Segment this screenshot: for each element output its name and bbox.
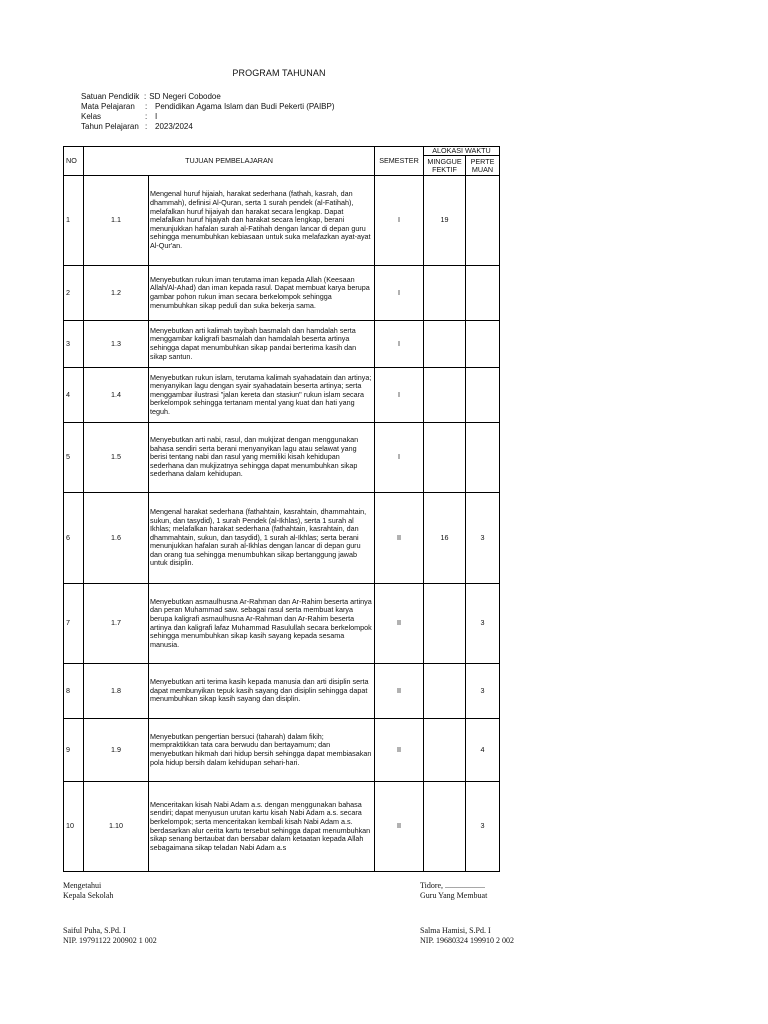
cell-code: 1.5	[84, 423, 149, 493]
cell-minggu	[424, 782, 466, 872]
cell-pertemuan	[466, 321, 500, 368]
cell-tujuan: Menyebutkan arti nabi, rasul, dan mukjizat dengan menggunakan bahasa sendiri serta berani menyanyikan lagu atau selawat yang berisi tentang nabi dan rasul yang memiliki kisah kehidupan sederhana dan mukjizatnya sehingga dapat menumbuhkan sikap sederhana dalam kehidupan.	[149, 423, 375, 493]
sig-right-line1: Tidore, ....................	[420, 881, 486, 890]
cell-pertemuan: 3	[466, 584, 500, 664]
cell-semester: II	[375, 664, 424, 719]
cell-minggu	[424, 321, 466, 368]
cell-no: 9	[64, 719, 84, 782]
meta-row-mapel	[81, 102, 335, 112]
sig-left-name: Saiful Puha, S.Pd. I	[63, 926, 126, 935]
cell-tujuan: Menyebutkan arti kalimah tayibah basmalah dan hamdalah serta menggambar kaligrafi basmalah dan hamdalah beserta artinya sehingga dapat menumbuhkan sikap pandai berterima kasih dan sikap santun.	[149, 321, 375, 368]
meta-label: Satuan Pendidik	[81, 92, 140, 101]
meta-label: Tahun Pelajaran	[81, 122, 139, 131]
meta-sep: :	[144, 92, 147, 101]
signature-left-name	[63, 926, 157, 946]
meta-sep: :	[145, 102, 148, 111]
document-title: PROGRAM TAHUNAN	[232, 68, 326, 78]
cell-no: 8	[64, 664, 84, 719]
cell-semester: I	[375, 423, 424, 493]
cell-no: 1	[64, 176, 84, 266]
cell-minggu: 16	[424, 493, 466, 584]
cell-tujuan: Mengenal harakat sederhana (fathahtain, kasrahtain, dhammahtain, sukun, dan tasydid), 1 surah Pendek (al-Ikhlas), serta 1 surah al Ikhlas; melafalkan harakat sederhana (fathahtain, kasrahtain, dan dhammahtain, sukun, dan tasydid), 1 surah al-Ikhlas; serta berani menunjukkan hafalan surah al-Ikhlas dengan lancar di depan guru dan orang tua sehingga menumbuhkan sikap bertanggung jawab untuk disiplin.	[149, 493, 375, 584]
table-row	[64, 664, 500, 719]
cell-tujuan: Menceritakan kisah Nabi Adam a.s. dengan menggunakan bahasa sendiri; dapat menyusun urutan kartu kisah Nabi Adam a.s. secara berkelompok; serta menceritakan kembali kisah Nabi Adam a.s. berdasarkan alur cerita kartu tersebut sehingga dapat menumbuhkan sikap senang bertaubat dan bersabar dalam ketaatan kepada Allah sebagaimana sikap teladan Nabi Adam a.s	[149, 782, 375, 872]
meta-sep: :	[145, 122, 148, 131]
meta-row-tahun	[81, 122, 335, 132]
table-row	[64, 176, 500, 266]
cell-pertemuan	[466, 423, 500, 493]
meta-value: 2023/2024	[155, 122, 193, 131]
cell-no: 10	[64, 782, 84, 872]
cell-pertemuan	[466, 266, 500, 321]
meta-row-satuan	[81, 92, 335, 102]
cell-pertemuan	[466, 176, 500, 266]
cell-semester: II	[375, 719, 424, 782]
header-tujuan: TUJUAN PEMBELAJARAN	[84, 147, 375, 176]
cell-semester: II	[375, 584, 424, 664]
header-minggu-efektif: MINGGUE FEKTIF	[424, 156, 466, 176]
cell-semester: I	[375, 321, 424, 368]
cell-pertemuan: 3	[466, 493, 500, 584]
program-table	[63, 146, 500, 872]
cell-code: 1.9	[84, 719, 149, 782]
cell-no: 7	[64, 584, 84, 664]
meta-label: Mata Pelajaran	[81, 102, 135, 111]
sig-right-name: Salma Hamisi, S.Pd. I	[420, 926, 491, 935]
cell-minggu	[424, 368, 466, 423]
cell-pertemuan: 3	[466, 664, 500, 719]
cell-code: 1.1	[84, 176, 149, 266]
signature-left-header	[63, 881, 113, 901]
cell-code: 1.10	[84, 782, 149, 872]
cell-semester: II	[375, 782, 424, 872]
meta-value: SD Negeri Cobodoe	[149, 92, 221, 101]
signature-right-name	[420, 926, 514, 946]
cell-tujuan: Menyebutkan arti terima kasih kepada manusia dan arti disiplin serta dapat membunyikan tepuk kasih sayang dan disiplin sehingga dapat menumbuhkan sikap kasih sayang dan disiplin.	[149, 664, 375, 719]
cell-code: 1.4	[84, 368, 149, 423]
cell-no: 3	[64, 321, 84, 368]
meta-value: Pendidikan Agama Islam dan Budi Pekerti (PAIBP)	[155, 102, 335, 111]
header-no: NO	[64, 147, 84, 176]
table-row	[64, 493, 500, 584]
sig-right-line2: Guru Yang Membuat	[420, 891, 488, 900]
cell-semester: I	[375, 368, 424, 423]
header-pertemuan: PERTE MUAN	[466, 156, 500, 176]
table-row	[64, 321, 500, 368]
table-row	[64, 584, 500, 664]
cell-tujuan: Menyebutkan rukun iman terutama iman kepada Allah (Keesaan Allah/Al-Ahad) dan iman kepada rasul. Dapat membuat karya berupa gambar pohon rukun iman secara berkelompok sehingga menumbuhkan sikap peduli dan suka bekerja sama.	[149, 266, 375, 321]
cell-semester: I	[375, 176, 424, 266]
cell-code: 1.8	[84, 664, 149, 719]
cell-no: 4	[64, 368, 84, 423]
meta-value: I	[155, 112, 158, 121]
cell-tujuan: Menyebutkan rukun islam, terutama kalimah syahadatain dan artinya; menyanyikan lagu dengan syair syahadatain beserta artinya; serta menggambar ilustrasi "jalan kereta dan stasiun" rukun islam secara berkelompok sehingga tertanam mental yang kuat dan hati yang teguh.	[149, 368, 375, 423]
header-alokasi: ALOKASI WAKTU	[424, 147, 500, 156]
cell-no: 2	[64, 266, 84, 321]
cell-pertemuan: 4	[466, 719, 500, 782]
table-row	[64, 782, 500, 872]
cell-no: 6	[64, 493, 84, 584]
cell-pertemuan	[466, 368, 500, 423]
cell-code: 1.7	[84, 584, 149, 664]
cell-semester: I	[375, 266, 424, 321]
sig-left-line2: Kepala Sekolah	[63, 891, 114, 900]
sig-left-nip: NIP. 19791122 200902 1 002	[63, 936, 157, 945]
signature-right-header	[420, 881, 487, 901]
cell-tujuan: Menyebutkan asmaulhusna Ar-Rahman dan Ar-Rahim beserta artinya dan peran Muhammad saw. sebagai rasul serta membuat karya berupa kaligrafi asmaulhusna Ar-Rahman dan Ar-Rahim beserta artinya dan kaligrafi lafaz Muhammad Rasulullah secara berkelompok sehingga menumbuhkan sikap kasih sayang kepada sesama manusia.	[149, 584, 375, 664]
cell-code: 1.3	[84, 321, 149, 368]
cell-tujuan: Mengenal huruf hijaiah, harakat sederhana (fathah, kasrah, dan dhammah), definisi Al-Quran, serta 1 surah pendek (al-Fatihah), melafalkan huruf hijaiyah dan harakat secara lengkap. Dapat melafalkan huruf hijaiyah dan harakat secara lengkap, berani menunjukkan hafalan surah al-Fatihah dengan lancar di depan guru sehingga menumbuhkan kebiasaan untuk suka melafazkan ayat-ayat Al-Qur'an.	[149, 176, 375, 266]
table-row	[64, 423, 500, 493]
cell-minggu	[424, 664, 466, 719]
sig-right-nip: NIP. 19680324 199910 2 002	[420, 936, 515, 945]
cell-minggu: 19	[424, 176, 466, 266]
header-semester: SEMESTER	[375, 147, 424, 176]
sig-left-line1: Mengetahui	[63, 881, 102, 890]
table-row	[64, 719, 500, 782]
cell-minggu	[424, 423, 466, 493]
cell-no: 5	[64, 423, 84, 493]
meta-sep: :	[145, 112, 148, 121]
table-row	[64, 266, 500, 321]
cell-tujuan: Menyebutkan pengertian bersuci (taharah) dalam fikih; mempraktikkan tata cara berwudu dan bertayamum; dan menyebutkan hikmah dari hidup bersih sehingga dapat membiasakan pola hidup bersih dalam kehidupan sehari-hari.	[149, 719, 375, 782]
meta-row-kelas	[81, 112, 335, 122]
cell-code: 1.6	[84, 493, 149, 584]
cell-minggu	[424, 266, 466, 321]
cell-minggu	[424, 719, 466, 782]
cell-code: 1.2	[84, 266, 149, 321]
cell-pertemuan: 3	[466, 782, 500, 872]
meta-label: Kelas	[81, 112, 102, 121]
table-row	[64, 368, 500, 423]
cell-semester: II	[375, 493, 424, 584]
cell-minggu	[424, 584, 466, 664]
document-meta	[81, 92, 335, 132]
